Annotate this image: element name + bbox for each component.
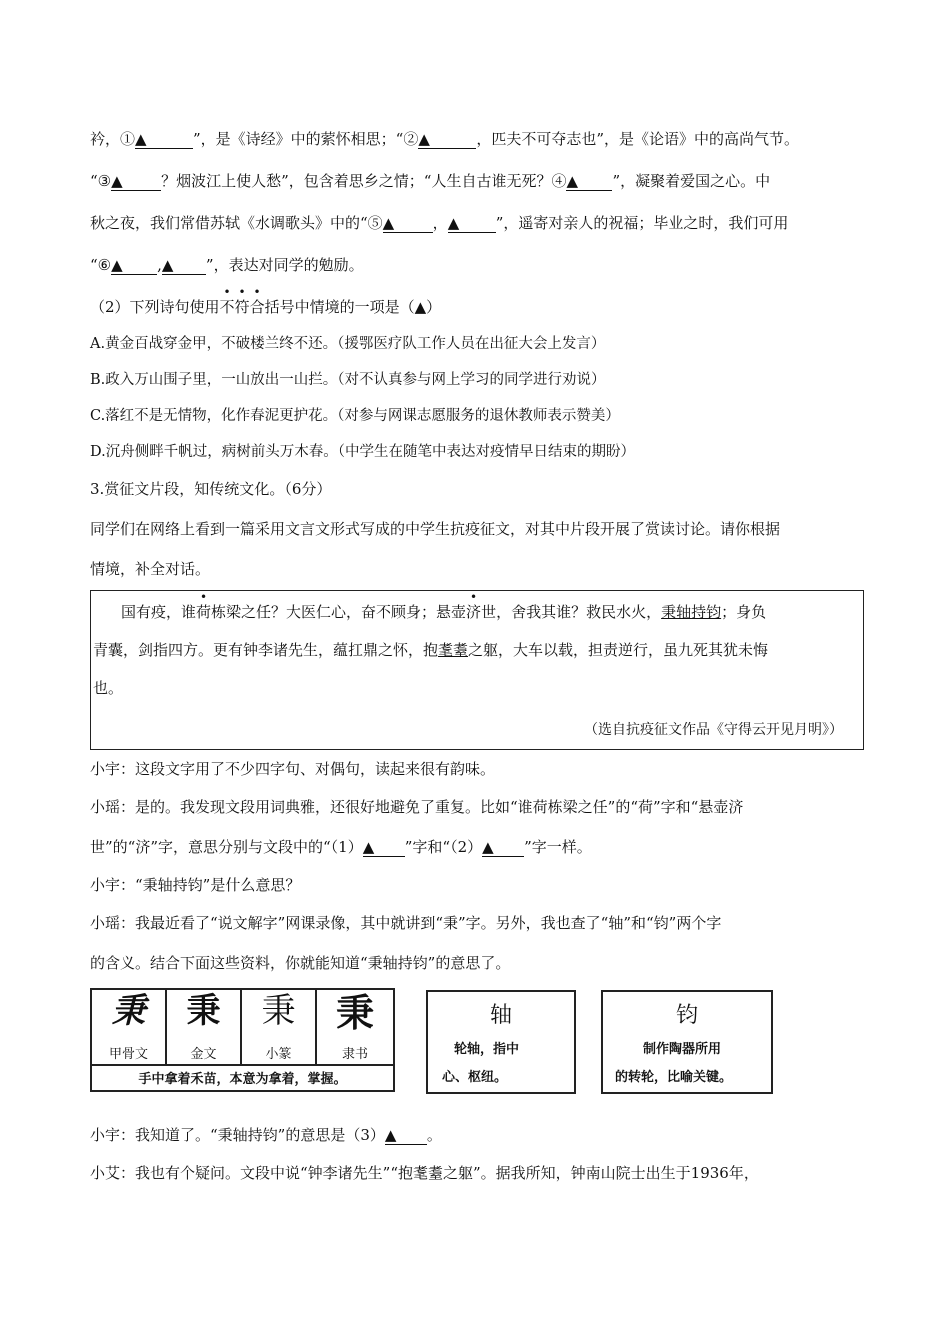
answer-blank-q3-2[interactable]: [482, 839, 524, 857]
passage-line-3: 也。: [93, 679, 124, 697]
triangle-mark-icon: ▲: [447, 214, 460, 232]
q2-option-b[interactable]: B.政入万山围子里，一山放出一山拦。（对不认真参与网上学习的同学进行劝说）: [90, 372, 606, 388]
passage-line-1: 国有疫，谁 • 荷栋梁之任？大医仁心，奋不顾身；悬壶 • 济世，舍我其谁？救民水火，秉轴持钧；身负: [121, 590, 767, 621]
bing-glyph-bronze: 秉: [186, 991, 221, 1031]
answer-blank-4[interactable]: [566, 173, 612, 191]
triangle-mark-icon: ▲: [362, 838, 375, 856]
bing-glyph-clerical: 秉: [335, 990, 374, 1035]
dialog-4: 小宇：“秉轴持钧”是什么意思？: [90, 876, 301, 894]
answer-blank-5a[interactable]: [383, 215, 433, 233]
q1-line-1: [90, 128, 870, 149]
answer-blank-q3-1[interactable]: [363, 839, 405, 857]
q1-line-3: [90, 212, 870, 233]
triangle-mark-icon: ▲: [161, 256, 174, 274]
triangle-mark-icon: ▲: [384, 1126, 397, 1144]
oracle-bone-cell: 秉 甲骨文: [92, 990, 167, 1064]
q2-option-c[interactable]: C.落红不是无情物，化作春泥更护花。（对参与网课志愿服务的退休教师表示赞美）: [90, 408, 620, 424]
q1-text: “③: [90, 172, 112, 190]
passage-line-2: 青囊，剑指四方。更有钟李诸先生，蕴扛鼎之怀，抱耄耋之躯，大车以载，担责逆行，虽九死其犹未悔: [93, 641, 769, 659]
q3-title: 3.赏征文片段，知传统文化。（6分）: [90, 480, 332, 498]
q2-option-a[interactable]: A.黄金百战穿金甲，不破楼兰终不还。（援鄂医疗队工作人员在出征大会上发言）: [90, 336, 606, 352]
q1-text: ？烟波江上使人愁”，包含着思乡之情；“人生自古谁无死？④: [161, 172, 567, 190]
bing-glyph-oracle: 秉: [111, 991, 146, 1031]
q1-text: ，匹夫不可夺志也”，是《论语》中的高尚气节。: [476, 130, 800, 148]
q1-text: ”，表达对同学的勉励。: [205, 256, 364, 274]
q2-stem: [90, 285, 870, 317]
triangle-mark-icon: ▲: [382, 214, 395, 232]
zhou-definition-box: 轴 轮轴，指中 心、枢纽。: [426, 990, 576, 1094]
triangle-mark-icon: ▲: [482, 838, 494, 856]
dialog-3: 世”的“济”字，意思分别与文段中的“（1）▲ ”字和“（2）▲ ”字一样。: [90, 838, 592, 856]
triangle-mark-icon: ▲: [566, 172, 579, 190]
answer-blank-5b[interactable]: [448, 215, 496, 233]
emphasis-char-he: • 荷: [196, 590, 212, 621]
triangle-mark-icon: ▲: [111, 172, 123, 190]
dialog-5: 小瑶：我最近看了“说文解字”网课录像，其中就讲到“秉”字。另外，我也查了“轴”和“钧”两个字: [90, 914, 722, 932]
dialog-2: 小瑶：是的。我发现文段用词典雅，还很好地避免了重复。比如“谁荷栋梁之任”的“荷”字和“悬壶济: [90, 798, 744, 816]
bronze-cell: 秉 金文: [167, 990, 242, 1064]
q3-intro-2: 情境，补全对话。: [90, 560, 211, 578]
emphasis-char: • 符: [234, 285, 250, 316]
answer-blank-3[interactable]: [111, 173, 161, 191]
character-note: 手中拿着禾苗，本意为拿着，掌握。: [92, 1064, 393, 1094]
triangle-mark-icon: ▲: [111, 256, 123, 274]
emphasis-char-ji: • 济: [466, 590, 482, 621]
dialog-8: 小艾：我也有个疑问。文段中说“钟李诸先生”“抱耄耋之躯”。据我所知，钟南山院士出生于1936年，: [90, 1164, 759, 1182]
answer-blank-1[interactable]: [135, 131, 193, 149]
answer-blank-6b[interactable]: [162, 257, 206, 275]
q3-intro-1: 同学们在网络上看到一篇采用文言文形式写成的中学生抗疫征文，对其中片段开展了赏读讨论。请你根据: [90, 520, 781, 538]
q1-text: ”，是《诗经》中的萦怀相思；“②: [193, 130, 419, 148]
q2-stem-text: （2）下列诗句使用: [90, 298, 220, 316]
q1-line-2: [90, 170, 870, 191]
q2-option-d[interactable]: D.沉舟侧畔千帆过，病树前头万木春。（中学生在随笔中表达对疫情早日结束的期盼）: [90, 444, 635, 460]
q1-text: ,: [157, 256, 162, 274]
dialog-1: 小宇：这段文字用了不少四字句、对偶句，读起来很有韵味。: [90, 760, 496, 778]
underlined-phrase: 耄耋: [438, 641, 469, 659]
triangle-mark-icon: ▲: [135, 130, 147, 148]
passage-source: （选自抗疫征文作品《守得云开见月明》）: [584, 722, 843, 738]
q1-text: ，: [432, 214, 448, 232]
passage-box: [90, 590, 864, 750]
q2-stem-text: 括号中情境的一项是（▲）: [264, 298, 442, 316]
triangle-mark-icon: ▲: [418, 130, 430, 148]
clerical-cell: 秉 隶书: [317, 990, 393, 1064]
emphasis-char: • 不: [219, 285, 235, 316]
q1-text: 秋之夜，我们常借苏轼《水调歌头》中的“⑤: [90, 214, 383, 232]
jun-definition-box: 钧 制作陶器所用 的转轮，比喻关键。: [601, 990, 773, 1094]
character-evolution-table: [90, 988, 395, 1092]
small-seal-cell: 秉 小篆: [242, 990, 317, 1064]
answer-blank-6a[interactable]: [111, 257, 157, 275]
q1-text: 衿，①: [90, 130, 136, 148]
q1-line-4: [90, 254, 870, 275]
q1-text: ”，凝聚着爱国之心。中: [612, 172, 771, 190]
emphasis-char: • 合: [249, 285, 265, 316]
q1-text: ”，遥寄对亲人的祝福；毕业之时，我们可用: [495, 214, 789, 232]
answer-blank-2[interactable]: [418, 131, 476, 149]
answer-blank-q3-3[interactable]: [385, 1127, 427, 1145]
dialog-7: 小宇：我知道了。“秉轴持钧”的意思是（3）▲ 。: [90, 1126, 442, 1144]
bing-glyph-seal: 秉: [261, 991, 296, 1031]
underlined-phrase: 秉轴持钧: [661, 603, 722, 621]
q1-text: “⑥: [90, 256, 112, 274]
dialog-6: 的含义。结合下面这些资料，你就能知道“秉轴持钧”的意思了。: [90, 954, 511, 972]
